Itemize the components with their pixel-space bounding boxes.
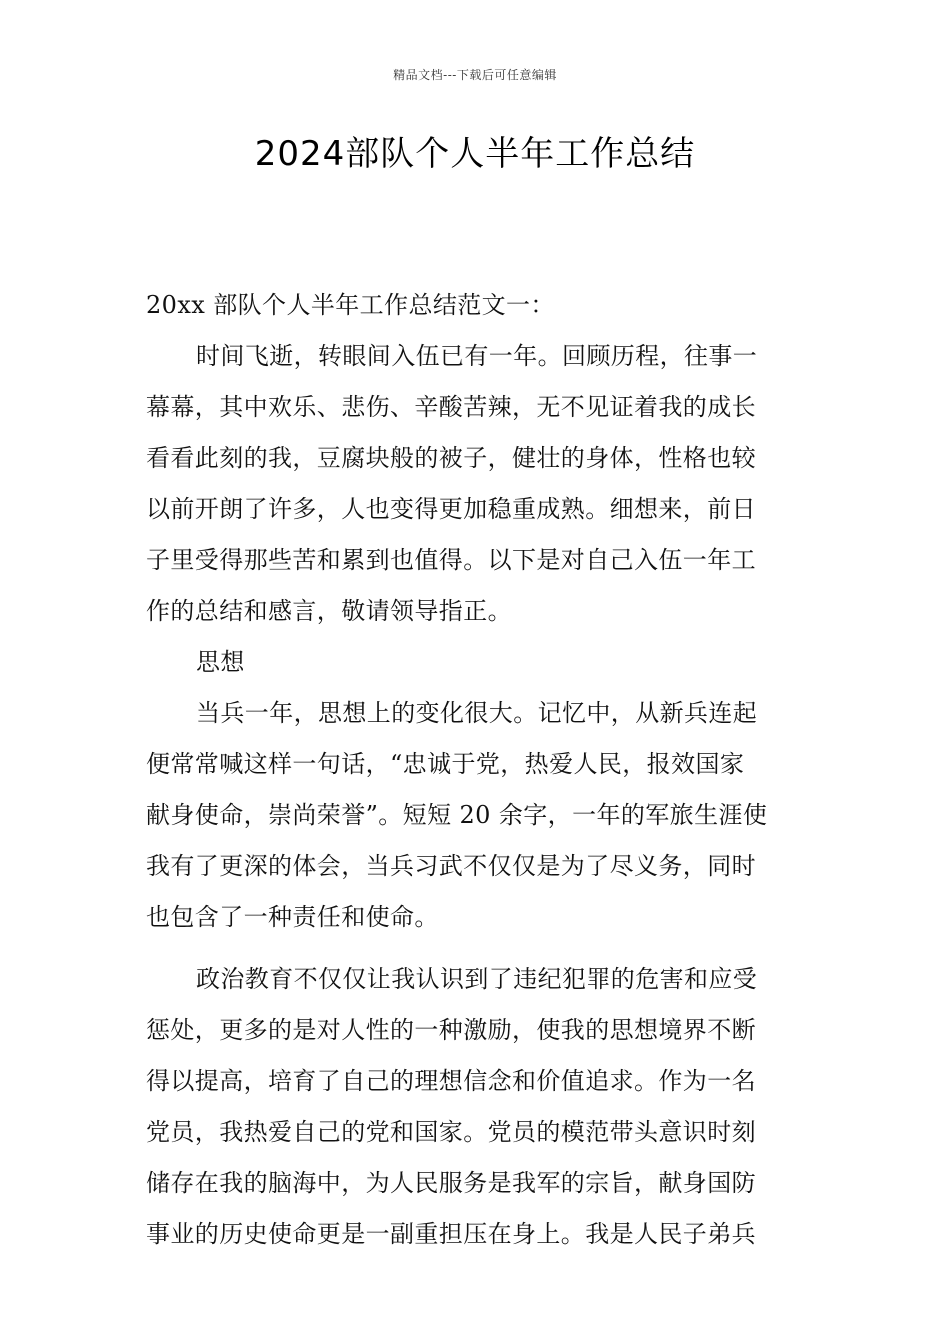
paragraph-line: 看看此刻的我，豆腐块般的被子，健壮的身体，性格也较 <box>146 444 756 472</box>
paragraph-line: 政治教育不仅仅让我认识到了违纪犯罪的危害和应受 <box>196 965 758 993</box>
document-body <box>146 280 810 1260</box>
document-title: 2024部队个人半年工作总结 <box>254 134 696 174</box>
paragraph-line: 时间飞逝，转眼间入伍已有一年。回顾历程，往事一 <box>196 342 758 370</box>
paragraph-line: 党员，我热爱自己的党和国家。党员的模范带头意识时刻 <box>146 1118 756 1146</box>
paragraph-line: 子里受得那些苦和累到也值得。以下是对自己入伍一年工 <box>146 546 756 574</box>
paragraph-line: 献身使命，崇尚荣誉”。短短 20 余字，一年的军旅生涯使 <box>146 801 768 829</box>
paragraph-line: 幕幕，其中欢乐、悲伤、辛酸苦辣，无不见证着我的成长 <box>146 393 756 421</box>
paragraph-line: 我有了更深的体会，当兵习武不仅仅是为了尽义务，同时 <box>146 852 756 880</box>
paragraph-gap <box>146 943 810 954</box>
paragraph-line: 作的总结和感言，敬请领导指正。 <box>146 597 512 625</box>
paragraph-line: 便常常喊这样一句话，“忠诚于党，热爱人民，报效国家 <box>146 750 745 778</box>
paragraph-line: 得以提高，培育了自己的理想信念和价值追求。作为一名 <box>146 1067 756 1095</box>
header-note: 精品文档---下载后可任意编辑 <box>393 68 557 82</box>
paragraph-line: 惩处，更多的是对人性的一种激励，使我的思想境界不断 <box>146 1016 756 1044</box>
paragraph-line: 储存在我的脑海中，为人民服务是我军的宗旨，献身国防 <box>146 1169 756 1197</box>
paragraph-line: 也包含了一种责任和使命。 <box>146 903 439 931</box>
paragraph-line: 以前开朗了许多，人也变得更加稳重成熟。细想来，前日 <box>146 495 756 523</box>
paragraph-line: 当兵一年，思想上的变化很大。记忆中，从新兵连起 <box>196 699 758 727</box>
section-heading: 20xx 部队个人半年工作总结范文一： <box>146 291 555 319</box>
subheading: 思想 <box>196 648 245 676</box>
paragraph-line: 事业的历史使命更是一副重担压在身上。我是人民子弟兵 <box>146 1220 756 1248</box>
